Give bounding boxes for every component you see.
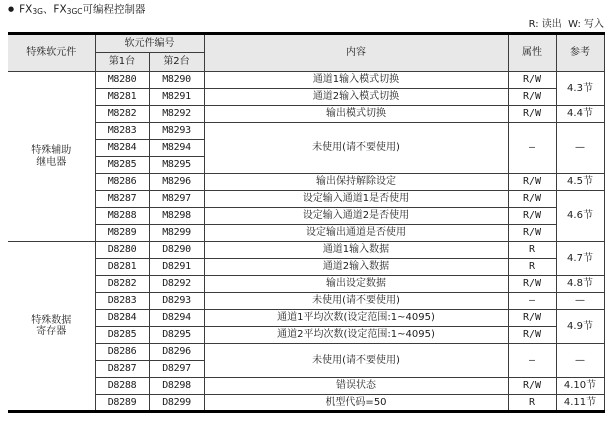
ref-cell: —: [556, 123, 604, 174]
device-cell: D8287: [95, 361, 149, 378]
device-cell: M8285: [95, 157, 149, 174]
attr-cell: R/W: [508, 225, 556, 242]
device-cell: D8294: [149, 310, 204, 327]
device-cell: D8285: [95, 327, 149, 344]
attr-cell: —: [508, 344, 556, 378]
content-cell: 输出模式切换: [204, 106, 508, 123]
content-cell: 未使用(请不要使用): [204, 123, 508, 174]
attr-cell: R: [508, 395, 556, 412]
content-cell: 设定输入通道2是否使用: [204, 208, 508, 225]
table-row: [8, 72, 604, 89]
read-write-legend: R: 读出 W: 写入: [528, 19, 604, 30]
attr-cell: —: [508, 293, 556, 310]
ref-cell: 4.8节: [556, 276, 604, 293]
device-cell: M8295: [149, 157, 204, 174]
table-row: [8, 242, 604, 259]
table-row: [8, 310, 604, 327]
ref-cell: 4.10节: [556, 378, 604, 395]
col-header-content: 内容: [204, 34, 508, 72]
header-row-1: [8, 34, 604, 53]
device-cell: D8288: [95, 378, 149, 395]
content-cell: 设定输入通道1是否使用: [204, 191, 508, 208]
title-subscript-3g: 3G: [32, 6, 43, 16]
device-cell: M8289: [95, 225, 149, 242]
table-row: [8, 276, 604, 293]
title-text: FX: [19, 3, 33, 16]
special-device-table: [8, 32, 605, 413]
attr-cell: R/W: [508, 106, 556, 123]
device-cell: M8281: [95, 89, 149, 106]
device-cell: D8284: [95, 310, 149, 327]
device-cell: M8293: [149, 123, 204, 140]
device-cell: M8290: [149, 72, 204, 89]
content-cell: 设定输出通道是否使用: [204, 225, 508, 242]
table-row: [8, 327, 604, 344]
device-cell: D8286: [95, 344, 149, 361]
device-cell: M8288: [95, 208, 149, 225]
attr-cell: R/W: [508, 378, 556, 395]
content-cell: 未使用(请不要使用): [204, 293, 508, 310]
attr-cell: R/W: [508, 72, 556, 89]
content-cell: 输出设定数据: [204, 276, 508, 293]
group-label-aux-relay: 特殊辅助 继电器: [8, 72, 95, 242]
table-row: [8, 191, 604, 208]
attr-cell: R/W: [508, 191, 556, 208]
device-cell: D8293: [149, 293, 204, 310]
device-cell: D8298: [149, 378, 204, 395]
device-cell: D8281: [95, 259, 149, 276]
attr-cell: R/W: [508, 174, 556, 191]
device-cell: M8280: [95, 72, 149, 89]
ref-cell: 4.5节: [556, 174, 604, 191]
device-cell: D8299: [149, 395, 204, 412]
table-row: [8, 378, 604, 395]
col-header-device-number: 软元件编号: [95, 34, 204, 53]
table-row: [8, 259, 604, 276]
col-header-reference: 参考: [556, 34, 604, 72]
ref-cell: 4.7节: [556, 242, 604, 276]
table-row: [8, 106, 604, 123]
title-subscript-3gc: 3GC: [66, 6, 83, 16]
device-cell: D8295: [149, 327, 204, 344]
attr-cell: R/W: [508, 208, 556, 225]
bullet-icon: ●: [8, 5, 15, 13]
content-cell: 通道2输入模式切换: [204, 89, 508, 106]
title-text: 可编程控制器: [82, 3, 146, 16]
col-header-device-type: 特殊软元件: [8, 34, 95, 72]
ref-cell: 4.11节: [556, 395, 604, 412]
device-cell: D8296: [149, 344, 204, 361]
table-row: [8, 123, 604, 140]
device-cell: D8292: [149, 276, 204, 293]
device-cell: D8283: [95, 293, 149, 310]
attr-cell: R/W: [508, 310, 556, 327]
table-row: [8, 208, 604, 225]
device-cell: M8299: [149, 225, 204, 242]
device-cell: D8280: [95, 242, 149, 259]
device-cell: M8294: [149, 140, 204, 157]
device-cell: M8286: [95, 174, 149, 191]
title-text: 、FX: [42, 3, 67, 16]
device-cell: M8282: [95, 106, 149, 123]
device-cell: M8284: [95, 140, 149, 157]
col-header-unit2: 第2台: [149, 53, 204, 72]
device-cell: M8291: [149, 89, 204, 106]
device-cell: M8287: [95, 191, 149, 208]
device-cell: M8283: [95, 123, 149, 140]
device-cell: D8291: [149, 259, 204, 276]
content-cell: 输出保持解除设定: [204, 174, 508, 191]
content-cell: 通道1输入数据: [204, 242, 508, 259]
attr-cell: —: [508, 123, 556, 174]
ref-cell: —: [556, 293, 604, 310]
device-cell: D8290: [149, 242, 204, 259]
device-cell: D8289: [95, 395, 149, 412]
table-row: [8, 344, 604, 361]
content-cell: 通道1输入模式切换: [204, 72, 508, 89]
col-header-attribute: 属性: [508, 34, 556, 72]
table-row: [8, 89, 604, 106]
ref-cell: 4.3节: [556, 72, 604, 106]
device-cell: D8297: [149, 361, 204, 378]
content-cell: 通道2平均次数(设定范围:1~4095): [204, 327, 508, 344]
attr-cell: R/W: [508, 276, 556, 293]
device-cell: M8297: [149, 191, 204, 208]
content-cell: 机型代码=50: [204, 395, 508, 412]
content-cell: 通道1平均次数(设定范围:1~4095): [204, 310, 508, 327]
table-header: [8, 34, 604, 72]
device-cell: M8298: [149, 208, 204, 225]
content-cell: 未使用(请不要使用): [204, 344, 508, 378]
col-header-unit1: 第1台: [95, 53, 149, 72]
device-cell: M8296: [149, 174, 204, 191]
content-cell: 错误状态: [204, 378, 508, 395]
ref-cell: 4.6节: [556, 191, 604, 242]
attr-cell: R/W: [508, 327, 556, 344]
attr-cell: R: [508, 242, 556, 259]
table-row: [8, 395, 604, 412]
table-row: [8, 174, 604, 191]
table-row: [8, 293, 604, 310]
ref-cell: 4.9节: [556, 310, 604, 344]
page-title: [8, 3, 146, 17]
table-row: [8, 225, 604, 242]
attr-cell: R: [508, 259, 556, 276]
content-cell: 通道2输入数据: [204, 259, 508, 276]
attr-cell: R/W: [508, 89, 556, 106]
device-cell: M8292: [149, 106, 204, 123]
ref-cell: 4.4节: [556, 106, 604, 123]
ref-cell: —: [556, 344, 604, 378]
group-label-data-register: 特殊数据 寄存器: [8, 242, 95, 412]
device-cell: D8282: [95, 276, 149, 293]
